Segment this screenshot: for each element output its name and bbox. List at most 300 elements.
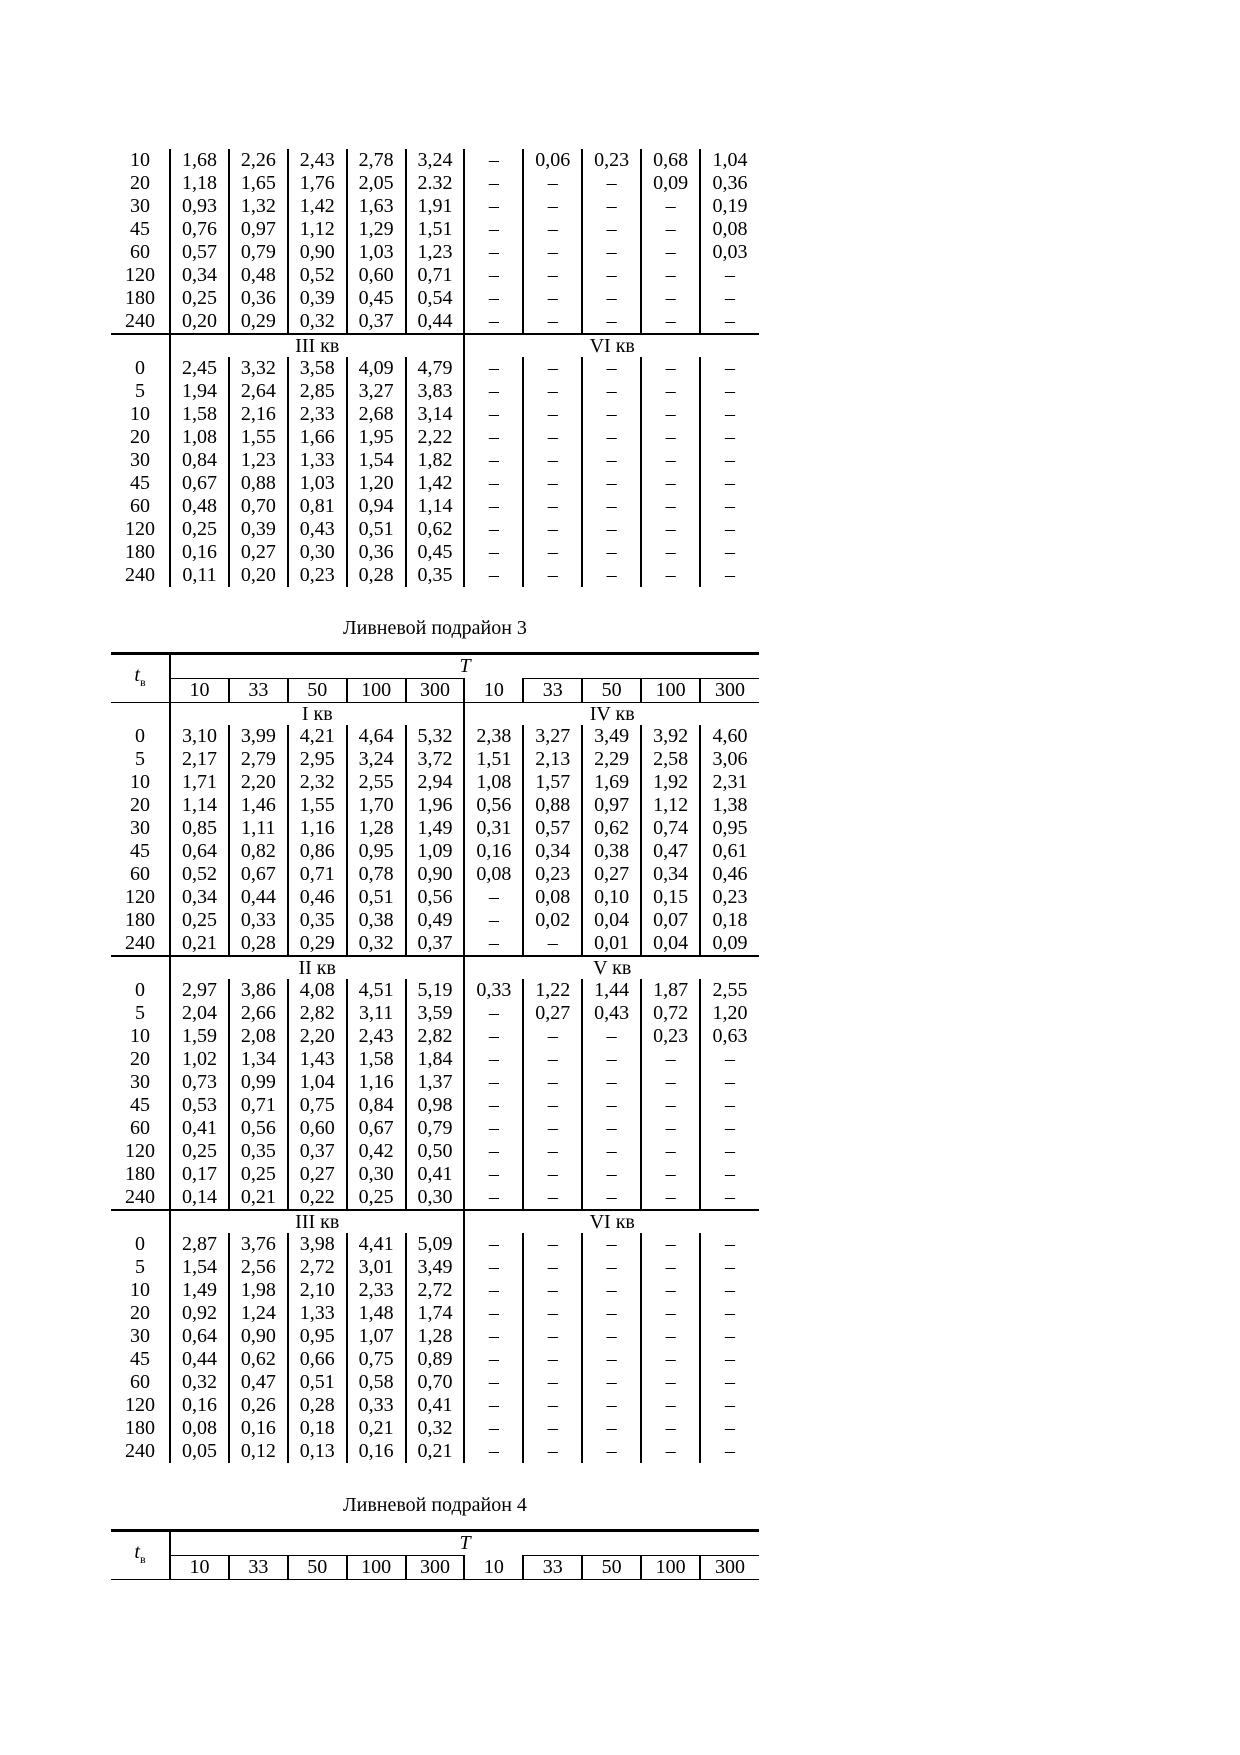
value-cell: – [582,1186,641,1210]
value-cell: – [523,264,582,287]
value-cell: 4,41 [347,1233,406,1256]
value-cell: 0,44 [229,886,288,909]
table-row [111,1002,759,1025]
value-cell: 1,03 [288,472,347,495]
value-cell: 0,58 [347,1371,406,1394]
value-cell: 0,51 [347,886,406,909]
value-cell: – [464,886,523,909]
value-cell: – [700,264,759,287]
value-cell: 0,56 [229,1117,288,1140]
row-duration-cell: 0 [135,1233,145,1255]
row-duration-cell: 60 [130,1371,150,1393]
table-row [111,1071,759,1094]
value-cell: 1,34 [229,1048,288,1071]
value-cell: 3,24 [347,748,406,771]
value-cell: 0,82 [229,840,288,863]
value-cell: 0,94 [347,495,406,518]
header-row [111,654,759,679]
value-cell: 0,88 [229,472,288,495]
value-cell: – [464,149,523,172]
value-cell: 1,59 [170,1025,229,1048]
value-cell: 1,87 [641,979,700,1002]
value-cell: 1,51 [464,748,523,771]
value-cell: 1,29 [347,218,406,241]
value-cell: 1,16 [288,817,347,840]
value-cell: – [641,541,700,564]
row-duration-cell: 180 [125,287,155,309]
table-row [111,195,759,218]
value-cell: – [464,1394,523,1417]
value-cell: 1,28 [406,1325,465,1348]
value-cell: – [464,1186,523,1210]
value-cell: – [582,264,641,287]
value-cell: – [641,241,700,264]
value-cell: – [582,472,641,495]
value-cell: 2,68 [347,403,406,426]
value-cell: 0,20 [170,310,229,334]
value-cell: – [700,495,759,518]
value-cell: – [464,1417,523,1440]
value-cell: 1,44 [582,979,641,1002]
value-cell: 1,74 [406,1302,465,1325]
table-row [111,472,759,495]
value-cell: 0,46 [700,863,759,886]
row-duration-cell: 10 [130,403,150,425]
value-cell: – [464,472,523,495]
value-cell: 1,33 [288,449,347,472]
value-cell: 0,46 [288,886,347,909]
value-cell: 0,42 [347,1140,406,1163]
value-cell: 1,14 [170,794,229,817]
value-cell: 0,62 [582,817,641,840]
value-cell: – [464,1302,523,1325]
value-cell: 2,17 [170,748,229,771]
table-caption-region-3: Ливневой подрайон 3 [343,617,527,639]
value-cell: 1,43 [288,1048,347,1071]
table-row [111,1163,759,1186]
row-duration-cell: 20 [130,1048,150,1070]
value-cell: – [523,1025,582,1048]
value-cell: 0,32 [347,932,406,956]
value-cell: – [523,1094,582,1117]
value-cell: – [523,310,582,334]
section-label-right: IV кв [464,703,759,726]
value-cell: – [464,1048,523,1071]
value-cell: – [582,195,641,218]
value-cell: 3,72 [406,748,465,771]
value-cell: – [700,564,759,587]
period-cell: 33 [229,679,288,703]
value-cell: – [641,1371,700,1394]
value-cell: 4,79 [406,357,465,380]
value-cell: 2,56 [229,1256,288,1279]
value-cell: 1,54 [347,449,406,472]
value-cell: 2,85 [288,380,347,403]
value-cell: – [464,1071,523,1094]
value-cell: 1,51 [406,218,465,241]
value-cell: 5,09 [406,1233,465,1256]
section-label-right: V кв [464,956,759,979]
value-cell: 1,28 [347,817,406,840]
value-cell: 0,98 [406,1094,465,1117]
value-cell: 0,03 [700,241,759,264]
header-return-period: T [170,1531,759,1556]
value-cell: – [641,218,700,241]
row-duration-cell: 60 [130,495,150,517]
table-row [111,380,759,403]
value-cell: 2,45 [170,357,229,380]
value-cell: – [464,495,523,518]
runoff-table-continued [111,149,759,587]
value-cell: – [641,380,700,403]
value-cell: – [582,518,641,541]
value-cell: 0,29 [288,932,347,956]
value-cell: – [523,472,582,495]
value-cell: – [700,426,759,449]
value-cell: 0,41 [406,1394,465,1417]
period-cell: 50 [582,679,641,703]
value-cell: – [523,1279,582,1302]
value-cell: 0,37 [347,310,406,334]
value-cell: 0,34 [170,886,229,909]
value-cell: 2,32 [288,771,347,794]
value-cell: 0,34 [523,840,582,863]
value-cell: – [582,1348,641,1371]
value-cell: 1,04 [700,149,759,172]
value-cell: 1,49 [406,817,465,840]
value-cell: – [464,357,523,380]
value-cell: – [464,1440,523,1463]
value-cell: 1,07 [347,1325,406,1348]
value-cell: 0,17 [170,1163,229,1186]
value-cell: 0,45 [347,287,406,310]
value-cell: 0,97 [229,218,288,241]
table-row [111,840,759,863]
value-cell: – [523,218,582,241]
value-cell: 2,13 [523,748,582,771]
value-cell: 1,03 [347,241,406,264]
value-cell: – [582,403,641,426]
value-cell: 1,92 [641,771,700,794]
header-tv: $t_в$ [111,1531,170,1580]
value-cell: 2,58 [641,748,700,771]
table-row [111,817,759,840]
value-cell: 0,73 [170,1071,229,1094]
table-row [111,725,759,748]
row-duration-cell: 30 [130,195,150,217]
value-cell: 0,01 [582,932,641,956]
value-cell: 1,32 [229,195,288,218]
value-cell: 4,21 [288,725,347,748]
value-cell: 2,10 [288,1279,347,1302]
row-duration-cell: 240 [111,1186,170,1210]
value-cell: 2,94 [406,771,465,794]
value-cell: 0,75 [347,1348,406,1371]
value-cell: – [523,195,582,218]
value-cell: 1,69 [582,771,641,794]
row-duration-cell: 30 [130,1071,150,1093]
row-duration-cell: 180 [125,909,155,931]
value-cell: 3,99 [229,725,288,748]
value-cell: – [700,449,759,472]
value-cell: – [582,241,641,264]
value-cell: 2,55 [347,771,406,794]
value-cell: 0,20 [229,564,288,587]
value-cell: 2,95 [288,748,347,771]
table-row [111,287,759,310]
row-duration-cell: 60 [130,241,150,263]
row-duration-cell: 120 [125,1394,155,1416]
value-cell: 3,27 [347,380,406,403]
table-row [111,1371,759,1394]
value-cell: 0,52 [170,863,229,886]
value-cell: 0,18 [288,1417,347,1440]
period-row [111,1556,759,1580]
period-cell: 100 [347,679,406,703]
value-cell: 0,28 [229,932,288,956]
value-cell: 0,44 [406,310,465,334]
value-cell: – [700,1371,759,1394]
value-cell: 0,04 [641,932,700,956]
value-cell: – [523,1140,582,1163]
value-cell: – [641,310,700,334]
value-cell: – [582,1417,641,1440]
value-cell: 0,93 [170,195,229,218]
value-cell: 1,68 [170,149,229,172]
value-cell: 0,79 [229,241,288,264]
value-cell: – [582,1371,641,1394]
value-cell: 3,10 [170,725,229,748]
value-cell: 0,47 [229,1371,288,1394]
value-cell: 0,23 [700,886,759,909]
value-cell: 0,51 [288,1371,347,1394]
row-duration-cell: 20 [130,172,150,194]
value-cell: 2,78 [347,149,406,172]
section-label-left: III кв [170,334,464,357]
value-cell: 2,29 [582,748,641,771]
value-cell: 3,06 [700,748,759,771]
value-cell: 2,64 [229,380,288,403]
value-cell: 1,49 [170,1279,229,1302]
value-cell: 0,09 [641,172,700,195]
table-row [111,1348,759,1371]
value-cell: 0,08 [700,218,759,241]
value-cell: – [523,172,582,195]
value-cell: – [582,1163,641,1186]
value-cell: – [641,1256,700,1279]
period-cell: 10 [464,1556,523,1580]
value-cell: 0,47 [641,840,700,863]
value-cell: – [523,1233,582,1256]
section-header-row [111,703,759,726]
value-cell: – [700,1279,759,1302]
value-cell: – [464,195,523,218]
value-cell: 1,91 [406,195,465,218]
value-cell: 0,13 [288,1440,347,1463]
table-row [111,771,759,794]
value-cell: 0,79 [406,1117,465,1140]
value-cell: – [641,564,700,587]
value-cell: 0,23 [582,149,641,172]
value-cell: – [700,403,759,426]
table-row [111,357,759,380]
section-label-left: II кв [170,956,464,979]
period-cell: 300 [700,679,759,703]
value-cell: – [464,380,523,403]
period-cell: 33 [229,1556,288,1580]
row-duration-cell: 5 [135,380,145,402]
value-cell: 1,18 [170,172,229,195]
row-duration-cell: 120 [125,1140,155,1162]
value-cell: – [700,380,759,403]
value-cell: 2,08 [229,1025,288,1048]
value-cell: – [464,1371,523,1394]
value-cell: – [641,1163,700,1186]
value-cell: – [523,1325,582,1348]
value-cell: 1,08 [170,426,229,449]
value-cell: 2,05 [347,172,406,195]
section-label-left: I кв [170,703,464,726]
row-duration-cell: 240 [111,310,170,334]
section-label-right: VI кв [464,1210,759,1233]
value-cell: – [641,1279,700,1302]
value-cell: 0,74 [641,817,700,840]
value-cell: 3,76 [229,1233,288,1256]
value-cell: 0,51 [347,518,406,541]
value-cell: 1,09 [406,840,465,863]
value-cell: 2,55 [700,979,759,1002]
table-row [111,1440,759,1463]
value-cell: 0,28 [288,1394,347,1417]
value-cell: – [582,541,641,564]
table-row [111,1233,759,1256]
value-cell: 1,84 [406,1048,465,1071]
row-duration-cell: 180 [125,1417,155,1439]
value-cell: 0,95 [700,817,759,840]
value-cell: 3,32 [229,357,288,380]
value-cell: – [464,932,523,956]
value-cell: 5,19 [406,979,465,1002]
value-cell: 0,25 [170,518,229,541]
value-cell: 1,12 [288,218,347,241]
value-cell: 0,32 [406,1417,465,1440]
period-row [111,679,759,703]
value-cell: – [641,426,700,449]
value-cell: 0,43 [582,1002,641,1025]
value-cell: 1,63 [347,195,406,218]
value-cell: 2,87 [170,1233,229,1256]
value-cell: – [523,541,582,564]
value-cell: – [700,310,759,334]
value-cell: – [582,449,641,472]
value-cell: – [700,1186,759,1210]
value-cell: 1,14 [406,495,465,518]
value-cell: – [700,541,759,564]
row-duration-cell: 10 [130,1025,150,1047]
value-cell: 0,21 [229,1186,288,1210]
value-cell: 0,38 [347,909,406,932]
value-cell: 0,50 [406,1140,465,1163]
table-row [111,1256,759,1279]
value-cell: 0,23 [288,564,347,587]
value-cell: – [464,518,523,541]
value-cell: 0,49 [406,909,465,932]
value-cell: – [523,380,582,403]
row-duration-cell: 45 [130,218,150,240]
value-cell: 0,67 [229,863,288,886]
value-cell: – [464,1140,523,1163]
value-cell: 0,16 [464,840,523,863]
value-cell: – [700,1348,759,1371]
value-cell: – [464,172,523,195]
value-cell: – [641,1394,700,1417]
table-row [111,449,759,472]
value-cell: 0,78 [347,863,406,886]
row-duration-cell: 120 [125,264,155,286]
value-cell: – [641,518,700,541]
value-cell: 0,56 [464,794,523,817]
value-cell: – [700,1440,759,1463]
value-cell: 0,08 [523,886,582,909]
value-cell: – [641,1440,700,1463]
period-cell: 33 [523,1556,582,1580]
table-row [111,218,759,241]
value-cell: 0,61 [700,840,759,863]
period-cell: 10 [170,679,229,703]
value-cell: 2,43 [288,149,347,172]
value-cell: – [464,1233,523,1256]
value-cell: 0,71 [229,1094,288,1117]
value-cell: – [641,403,700,426]
value-cell: 0,81 [288,495,347,518]
period-cell: 10 [170,1556,229,1580]
value-cell: – [523,1071,582,1094]
value-cell: – [523,403,582,426]
value-cell: – [523,564,582,587]
table-row [111,1417,759,1440]
value-cell: – [582,380,641,403]
value-cell: – [582,357,641,380]
value-cell: 2,82 [406,1025,465,1048]
value-cell: – [582,1071,641,1094]
value-cell: 2,22 [406,426,465,449]
table-row [111,979,759,1002]
value-cell: 2,97 [170,979,229,1002]
row-duration-cell: 10 [130,1279,150,1301]
value-cell: 0,95 [347,840,406,863]
value-cell: 0,67 [347,1117,406,1140]
row-duration-cell: 30 [130,449,150,471]
row-duration-cell: 180 [125,541,155,563]
section-header-row [111,334,759,357]
value-cell: 1,71 [170,771,229,794]
value-cell: 0,23 [641,1025,700,1048]
row-duration-cell: 20 [130,794,150,816]
value-cell: 0,70 [229,495,288,518]
value-cell: 2,33 [288,403,347,426]
value-cell: 1,54 [170,1256,229,1279]
value-cell: – [641,1117,700,1140]
row-duration-cell: 5 [135,748,145,770]
value-cell: – [523,1302,582,1325]
table-row [111,932,759,956]
value-cell: 1,70 [347,794,406,817]
value-cell: – [464,909,523,932]
value-cell: 0,41 [406,1163,465,1186]
value-cell: 0,21 [170,932,229,956]
value-cell: 0,25 [229,1163,288,1186]
value-cell: 3,11 [347,1002,406,1025]
